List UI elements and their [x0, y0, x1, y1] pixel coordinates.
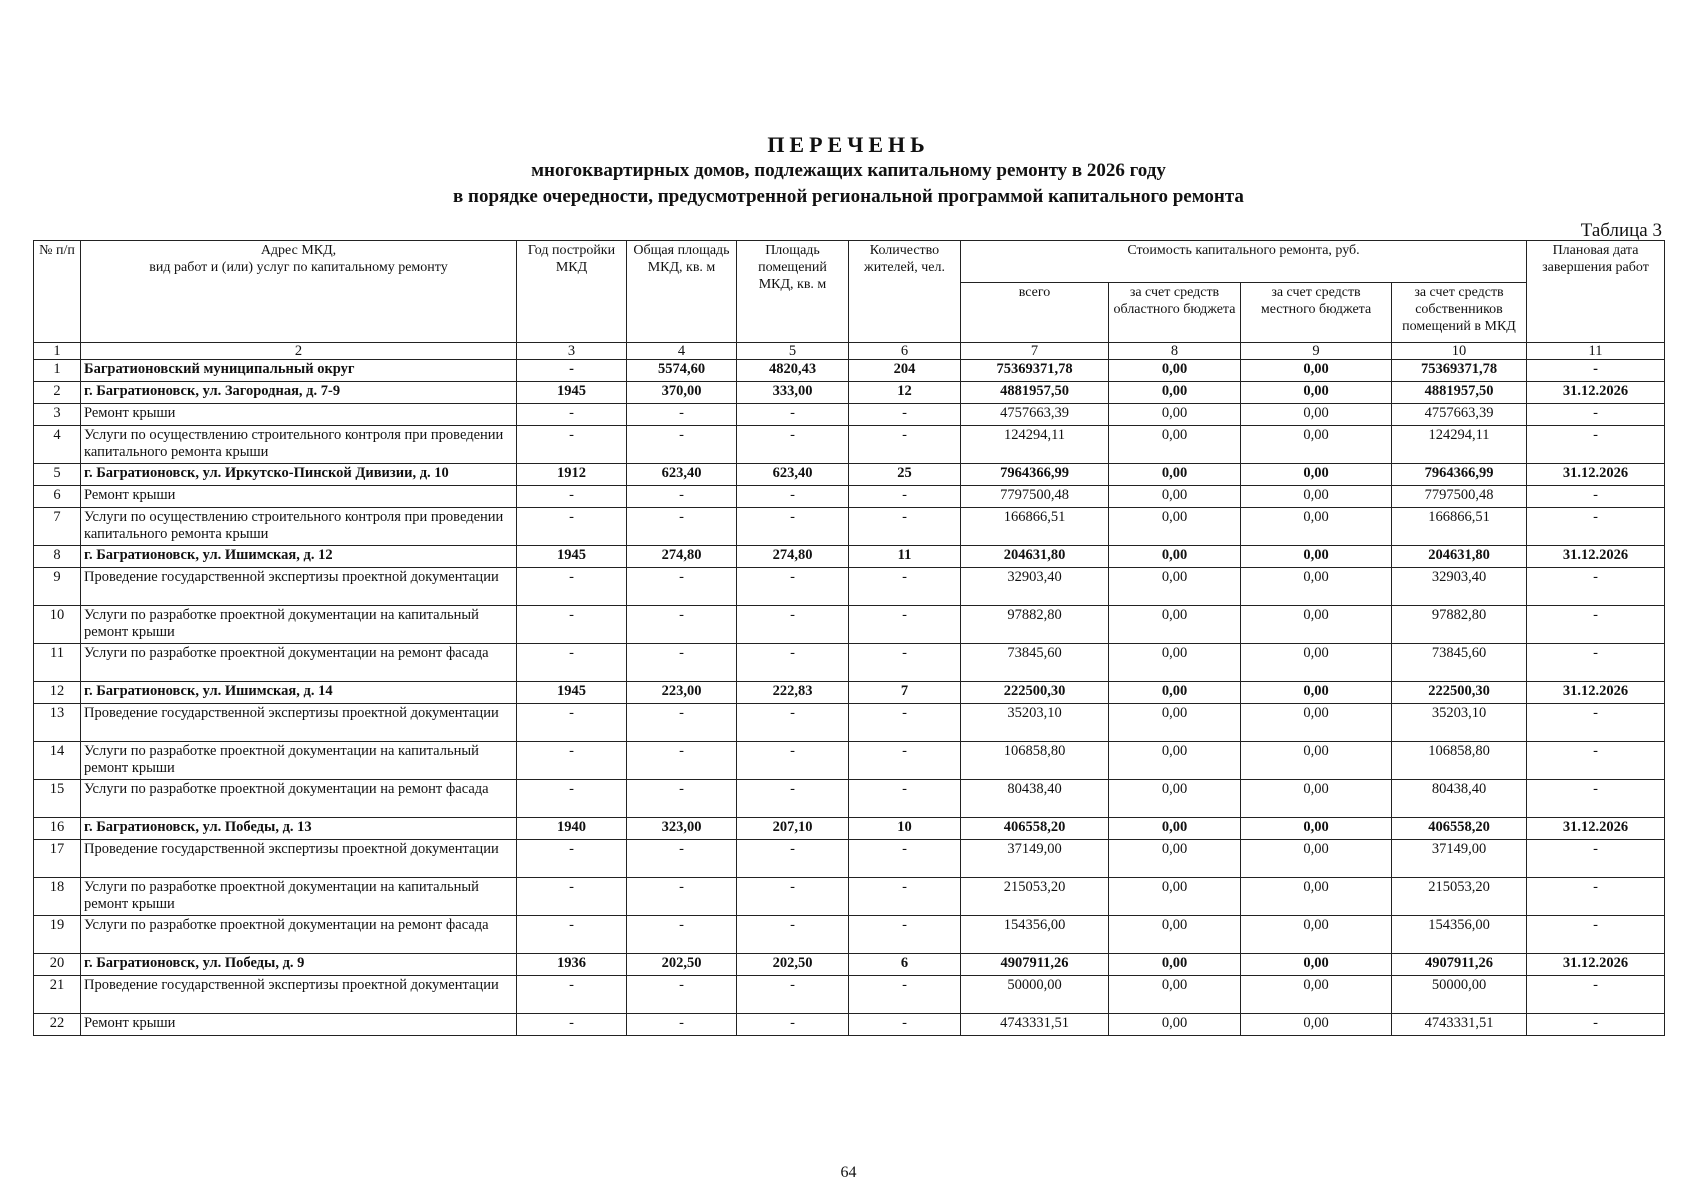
row-cost-regional: 0,00 [1109, 916, 1241, 954]
row-premises-area: - [737, 1014, 849, 1036]
row-cost-total: 215053,20 [961, 878, 1109, 916]
column-number: 11 [1527, 343, 1665, 360]
table-row [34, 1014, 1665, 1036]
row-number: 5 [34, 464, 81, 486]
row-year: - [517, 780, 627, 818]
row-cost-local: 0,00 [1241, 606, 1392, 644]
header-address: Адрес МКД, вид работ и (или) услуг по капитальному ремонту [81, 241, 517, 343]
row-premises-area: - [737, 780, 849, 818]
row-year: - [517, 486, 627, 508]
row-cost-regional: 0,00 [1109, 360, 1241, 382]
row-total-area: - [627, 1014, 737, 1036]
row-cost-total: 4743331,51 [961, 1014, 1109, 1036]
row-year: - [517, 404, 627, 426]
row-premises-area: - [737, 840, 849, 878]
row-cost-regional: 0,00 [1109, 606, 1241, 644]
row-address: Проведение государственной экспертизы проектной документации [81, 976, 517, 1014]
row-planned-date: - [1527, 780, 1665, 818]
row-cost-local: 0,00 [1241, 742, 1392, 780]
row-total-area: - [627, 704, 737, 742]
row-cost-regional: 0,00 [1109, 1014, 1241, 1036]
row-year: - [517, 360, 627, 382]
row-cost-regional: 0,00 [1109, 508, 1241, 546]
row-address: г. Багратионовск, ул. Загородная, д. 7-9 [81, 382, 517, 404]
row-premises-area: 207,10 [737, 818, 849, 840]
row-cost-total: 204631,80 [961, 546, 1109, 568]
row-cost-owners: 75369371,78 [1392, 360, 1527, 382]
row-total-area: - [627, 878, 737, 916]
row-number: 1 [34, 360, 81, 382]
row-residents: - [849, 742, 961, 780]
header-total-area: Общая площадь МКД, кв. м [627, 241, 737, 343]
row-premises-area: - [737, 704, 849, 742]
row-cost-local: 0,00 [1241, 464, 1392, 486]
row-total-area: 623,40 [627, 464, 737, 486]
row-year: - [517, 976, 627, 1014]
row-residents: - [849, 508, 961, 546]
row-planned-date: 31.12.2026 [1527, 954, 1665, 976]
table-row [34, 682, 1665, 704]
column-number: 3 [517, 343, 627, 360]
row-residents: 12 [849, 382, 961, 404]
row-number: 10 [34, 606, 81, 644]
row-cost-local: 0,00 [1241, 682, 1392, 704]
row-residents: - [849, 486, 961, 508]
title-line-1: многоквартирных домов, подлежащих капитальному ремонту в 2026 году [531, 160, 1166, 181]
row-address: Услуги по разработке проектной документации на капитальный ремонт крыши [81, 878, 517, 916]
row-premises-area: 4820,43 [737, 360, 849, 382]
row-total-area: 370,00 [627, 382, 737, 404]
row-year: - [517, 644, 627, 682]
row-cost-total: 7797500,48 [961, 486, 1109, 508]
row-cost-total: 80438,40 [961, 780, 1109, 818]
row-premises-area: 274,80 [737, 546, 849, 568]
row-cost-total: 154356,00 [961, 916, 1109, 954]
row-planned-date: - [1527, 486, 1665, 508]
row-cost-owners: 406558,20 [1392, 818, 1527, 840]
row-premises-area: 623,40 [737, 464, 849, 486]
row-residents: - [849, 916, 961, 954]
row-address: Услуги по осуществлению строительного контроля при проведении капитального ремонта крыши [81, 508, 517, 546]
row-cost-total: 4907911,26 [961, 954, 1109, 976]
row-cost-total: 166866,51 [961, 508, 1109, 546]
column-number: 2 [81, 343, 517, 360]
row-address: Ремонт крыши [81, 404, 517, 426]
header-cost-group: Стоимость капитального ремонта, руб. [961, 241, 1527, 283]
row-planned-date: - [1527, 704, 1665, 742]
row-address: г. Багратионовск, ул. Ишимская, д. 14 [81, 682, 517, 704]
row-address: Проведение государственной экспертизы проектной документации [81, 568, 517, 606]
row-residents: 10 [849, 818, 961, 840]
row-year: 1945 [517, 382, 627, 404]
row-cost-owners: 154356,00 [1392, 916, 1527, 954]
table-container [33, 240, 1664, 1036]
header-premises-area: Площадь помещений МКД, кв. м [737, 241, 849, 343]
row-residents: - [849, 606, 961, 644]
row-number: 21 [34, 976, 81, 1014]
table-row [34, 606, 1665, 644]
row-cost-regional: 0,00 [1109, 568, 1241, 606]
row-total-area: 202,50 [627, 954, 737, 976]
column-number: 4 [627, 343, 737, 360]
row-residents: - [849, 704, 961, 742]
row-year: - [517, 704, 627, 742]
row-year: - [517, 426, 627, 464]
row-cost-owners: 37149,00 [1392, 840, 1527, 878]
row-cost-total: 106858,80 [961, 742, 1109, 780]
row-year: - [517, 1014, 627, 1036]
row-residents: 204 [849, 360, 961, 382]
row-total-area: - [627, 976, 737, 1014]
row-residents: - [849, 644, 961, 682]
table-row [34, 546, 1665, 568]
row-planned-date: - [1527, 976, 1665, 1014]
row-number: 12 [34, 682, 81, 704]
row-cost-owners: 7797500,48 [1392, 486, 1527, 508]
row-cost-total: 124294,11 [961, 426, 1109, 464]
row-cost-local: 0,00 [1241, 360, 1392, 382]
row-number: 4 [34, 426, 81, 464]
header-cost-local: за счет средств местного бюджета [1241, 283, 1392, 343]
row-number: 17 [34, 840, 81, 878]
row-planned-date: 31.12.2026 [1527, 818, 1665, 840]
document-title [0, 132, 1697, 210]
row-residents: - [849, 1014, 961, 1036]
row-cost-total: 4881957,50 [961, 382, 1109, 404]
row-cost-total: 35203,10 [961, 704, 1109, 742]
row-planned-date: 31.12.2026 [1527, 464, 1665, 486]
row-address: г. Багратионовск, ул. Победы, д. 13 [81, 818, 517, 840]
row-cost-owners: 215053,20 [1392, 878, 1527, 916]
row-cost-local: 0,00 [1241, 976, 1392, 1014]
table-row [34, 382, 1665, 404]
row-cost-local: 0,00 [1241, 780, 1392, 818]
row-premises-area: - [737, 916, 849, 954]
row-address: Проведение государственной экспертизы проектной документации [81, 840, 517, 878]
row-residents: 25 [849, 464, 961, 486]
row-planned-date: - [1527, 916, 1665, 954]
row-number: 7 [34, 508, 81, 546]
row-total-area: - [627, 508, 737, 546]
table-row [34, 568, 1665, 606]
row-cost-regional: 0,00 [1109, 382, 1241, 404]
row-cost-local: 0,00 [1241, 404, 1392, 426]
row-planned-date: - [1527, 1014, 1665, 1036]
row-total-area: - [627, 568, 737, 606]
row-year: - [517, 878, 627, 916]
row-address: Ремонт крыши [81, 486, 517, 508]
table-row [34, 426, 1665, 464]
row-number: 18 [34, 878, 81, 916]
table-row [34, 742, 1665, 780]
row-planned-date: - [1527, 360, 1665, 382]
table-body [34, 360, 1665, 1036]
row-address: Услуги по разработке проектной документации на капитальный ремонт крыши [81, 742, 517, 780]
row-residents: - [849, 976, 961, 1014]
row-cost-total: 73845,60 [961, 644, 1109, 682]
row-residents: - [849, 426, 961, 464]
row-year: - [517, 742, 627, 780]
row-residents: - [849, 840, 961, 878]
row-address: г. Багратионовск, ул. Победы, д. 9 [81, 954, 517, 976]
row-cost-owners: 7964366,99 [1392, 464, 1527, 486]
table-row [34, 780, 1665, 818]
row-address: Услуги по разработке проектной документации на ремонт фасада [81, 916, 517, 954]
row-residents: 7 [849, 682, 961, 704]
row-residents: - [849, 878, 961, 916]
row-total-area: - [627, 780, 737, 818]
row-planned-date: 31.12.2026 [1527, 546, 1665, 568]
title-line-2: в порядке очередности, предусмотренной региональной программой капитального ремонта [453, 186, 1244, 207]
row-total-area: - [627, 916, 737, 954]
header-cost-total: всего [961, 283, 1109, 343]
row-planned-date: - [1527, 508, 1665, 546]
row-total-area: 223,00 [627, 682, 737, 704]
row-total-area: 274,80 [627, 546, 737, 568]
row-cost-owners: 32903,40 [1392, 568, 1527, 606]
row-cost-owners: 73845,60 [1392, 644, 1527, 682]
header-planned-date: Плановая дата завершения работ [1527, 241, 1665, 343]
row-address: Багратионовский муниципальный округ [81, 360, 517, 382]
row-premises-area: - [737, 568, 849, 606]
row-premises-area: - [737, 976, 849, 1014]
table-row [34, 464, 1665, 486]
row-year: - [517, 916, 627, 954]
row-premises-area: - [737, 404, 849, 426]
row-cost-owners: 80438,40 [1392, 780, 1527, 818]
header-year: Год постройки МКД [517, 241, 627, 343]
row-planned-date: - [1527, 878, 1665, 916]
row-number: 20 [34, 954, 81, 976]
row-year: - [517, 508, 627, 546]
row-premises-area: 202,50 [737, 954, 849, 976]
row-cost-local: 0,00 [1241, 644, 1392, 682]
header-cost-owners: за счет средств собственников помещений в МКД [1392, 283, 1527, 343]
row-residents: - [849, 404, 961, 426]
row-number: 16 [34, 818, 81, 840]
row-address: Проведение государственной экспертизы проектной документации [81, 704, 517, 742]
row-year: - [517, 606, 627, 644]
row-planned-date: - [1527, 426, 1665, 464]
row-planned-date: - [1527, 840, 1665, 878]
row-cost-total: 32903,40 [961, 568, 1109, 606]
row-cost-regional: 0,00 [1109, 780, 1241, 818]
table-row [34, 508, 1665, 546]
row-cost-regional: 0,00 [1109, 644, 1241, 682]
row-address: Услуги по осуществлению строительного контроля при проведении капитального ремонта крыши [81, 426, 517, 464]
row-cost-local: 0,00 [1241, 840, 1392, 878]
row-residents: - [849, 780, 961, 818]
column-number: 10 [1392, 343, 1527, 360]
table-row [34, 916, 1665, 954]
row-cost-local: 0,00 [1241, 426, 1392, 464]
row-premises-area: - [737, 878, 849, 916]
table-row [34, 976, 1665, 1014]
row-premises-area: - [737, 644, 849, 682]
page-number: 64 [840, 1164, 857, 1181]
row-cost-regional: 0,00 [1109, 954, 1241, 976]
row-total-area: - [627, 742, 737, 780]
row-premises-area: - [737, 508, 849, 546]
row-year: 1945 [517, 546, 627, 568]
header-row-1 [34, 241, 1665, 283]
row-residents: 11 [849, 546, 961, 568]
row-cost-owners: 222500,30 [1392, 682, 1527, 704]
row-cost-local: 0,00 [1241, 954, 1392, 976]
row-premises-area: - [737, 742, 849, 780]
row-cost-total: 75369371,78 [961, 360, 1109, 382]
row-planned-date: 31.12.2026 [1527, 682, 1665, 704]
row-cost-local: 0,00 [1241, 546, 1392, 568]
repair-list-table [33, 240, 1665, 1036]
row-premises-area: - [737, 426, 849, 464]
table-row [34, 818, 1665, 840]
row-cost-owners: 4881957,50 [1392, 382, 1527, 404]
row-number: 19 [34, 916, 81, 954]
row-cost-total: 97882,80 [961, 606, 1109, 644]
row-cost-local: 0,00 [1241, 382, 1392, 404]
row-total-area: - [627, 404, 737, 426]
row-cost-total: 50000,00 [961, 976, 1109, 1014]
table-row [34, 704, 1665, 742]
row-cost-owners: 4907911,26 [1392, 954, 1527, 976]
table-row [34, 644, 1665, 682]
row-cost-local: 0,00 [1241, 818, 1392, 840]
row-address: Ремонт крыши [81, 1014, 517, 1036]
column-number-row [34, 343, 1665, 360]
row-cost-local: 0,00 [1241, 486, 1392, 508]
row-cost-owners: 124294,11 [1392, 426, 1527, 464]
row-number: 3 [34, 404, 81, 426]
row-residents: - [849, 568, 961, 606]
row-number: 14 [34, 742, 81, 780]
column-number: 5 [737, 343, 849, 360]
row-planned-date: 31.12.2026 [1527, 382, 1665, 404]
title-heading: ПЕРЕЧЕНЬ [767, 132, 930, 157]
row-residents: 6 [849, 954, 961, 976]
row-planned-date: - [1527, 568, 1665, 606]
row-premises-area: - [737, 606, 849, 644]
row-premises-area: 222,83 [737, 682, 849, 704]
row-cost-regional: 0,00 [1109, 486, 1241, 508]
row-cost-total: 222500,30 [961, 682, 1109, 704]
row-cost-regional: 0,00 [1109, 976, 1241, 1014]
column-number: 9 [1241, 343, 1392, 360]
row-total-area: 323,00 [627, 818, 737, 840]
row-address: г. Багратионовск, ул. Иркутско-Пинской Дивизии, д. 10 [81, 464, 517, 486]
row-number: 15 [34, 780, 81, 818]
table-row [34, 878, 1665, 916]
column-number: 7 [961, 343, 1109, 360]
row-premises-area: - [737, 486, 849, 508]
row-number: 13 [34, 704, 81, 742]
row-number: 6 [34, 486, 81, 508]
row-cost-regional: 0,00 [1109, 682, 1241, 704]
table-row [34, 360, 1665, 382]
row-address: Услуги по разработке проектной документации на ремонт фасада [81, 780, 517, 818]
row-cost-local: 0,00 [1241, 704, 1392, 742]
row-year: 1936 [517, 954, 627, 976]
row-cost-regional: 0,00 [1109, 426, 1241, 464]
row-cost-regional: 0,00 [1109, 840, 1241, 878]
row-cost-regional: 0,00 [1109, 704, 1241, 742]
row-cost-local: 0,00 [1241, 568, 1392, 606]
row-year: 1912 [517, 464, 627, 486]
row-cost-local: 0,00 [1241, 916, 1392, 954]
row-total-area: - [627, 486, 737, 508]
row-cost-owners: 35203,10 [1392, 704, 1527, 742]
row-cost-owners: 166866,51 [1392, 508, 1527, 546]
row-cost-regional: 0,00 [1109, 742, 1241, 780]
row-planned-date: - [1527, 644, 1665, 682]
row-cost-total: 37149,00 [961, 840, 1109, 878]
row-year: - [517, 568, 627, 606]
row-address: г. Багратионовск, ул. Ишимская, д. 12 [81, 546, 517, 568]
row-planned-date: - [1527, 742, 1665, 780]
table-row [34, 840, 1665, 878]
row-address: Услуги по разработке проектной документации на ремонт фасада [81, 644, 517, 682]
row-year: 1945 [517, 682, 627, 704]
table-row [34, 954, 1665, 976]
header-residents: Количество жителей, чел. [849, 241, 961, 343]
row-cost-local: 0,00 [1241, 508, 1392, 546]
row-cost-regional: 0,00 [1109, 878, 1241, 916]
row-cost-regional: 0,00 [1109, 404, 1241, 426]
row-premises-area: 333,00 [737, 382, 849, 404]
row-number: 11 [34, 644, 81, 682]
row-cost-owners: 4757663,39 [1392, 404, 1527, 426]
column-number: 6 [849, 343, 961, 360]
row-cost-total: 406558,20 [961, 818, 1109, 840]
row-number: 8 [34, 546, 81, 568]
header-no: № п/п [34, 241, 81, 343]
row-cost-owners: 106858,80 [1392, 742, 1527, 780]
row-total-area: - [627, 840, 737, 878]
row-cost-regional: 0,00 [1109, 464, 1241, 486]
row-total-area: - [627, 606, 737, 644]
row-number: 9 [34, 568, 81, 606]
row-cost-owners: 204631,80 [1392, 546, 1527, 568]
row-year: 1940 [517, 818, 627, 840]
row-cost-local: 0,00 [1241, 878, 1392, 916]
row-total-area: 5574,60 [627, 360, 737, 382]
column-number: 1 [34, 343, 81, 360]
row-cost-owners: 97882,80 [1392, 606, 1527, 644]
row-cost-owners: 4743331,51 [1392, 1014, 1527, 1036]
row-cost-regional: 0,00 [1109, 546, 1241, 568]
row-cost-regional: 0,00 [1109, 818, 1241, 840]
row-number: 2 [34, 382, 81, 404]
row-cost-owners: 50000,00 [1392, 976, 1527, 1014]
row-total-area: - [627, 644, 737, 682]
row-number: 22 [34, 1014, 81, 1036]
row-planned-date: - [1527, 404, 1665, 426]
table-row [34, 486, 1665, 508]
header-cost-regional: за счет средств областного бюджета [1109, 283, 1241, 343]
row-planned-date: - [1527, 606, 1665, 644]
row-cost-total: 7964366,99 [961, 464, 1109, 486]
table-row [34, 404, 1665, 426]
row-total-area: - [627, 426, 737, 464]
table-label: Таблица 3 [1580, 220, 1662, 241]
row-cost-local: 0,00 [1241, 1014, 1392, 1036]
row-cost-total: 4757663,39 [961, 404, 1109, 426]
row-year: - [517, 840, 627, 878]
column-number: 8 [1109, 343, 1241, 360]
row-address: Услуги по разработке проектной документации на капитальный ремонт крыши [81, 606, 517, 644]
